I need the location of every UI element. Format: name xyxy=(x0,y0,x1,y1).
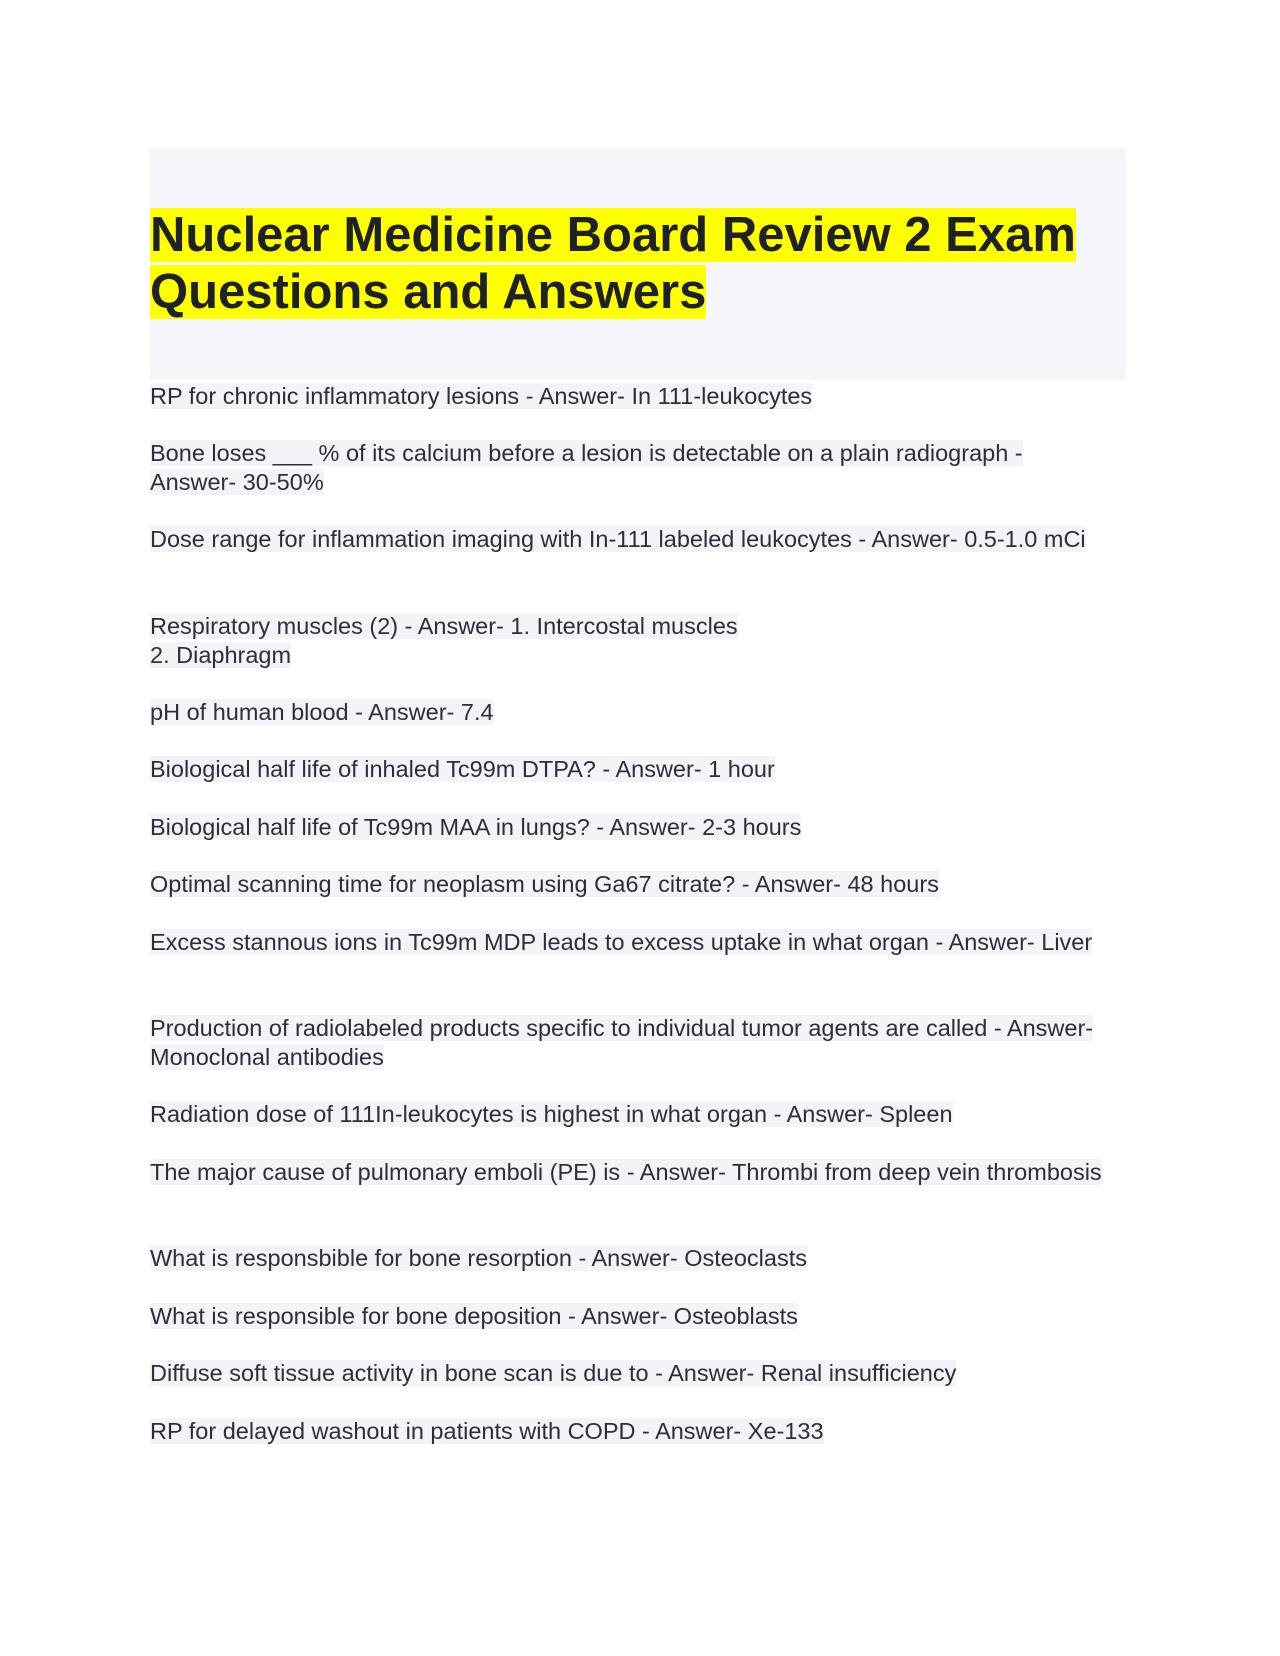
qa-item xyxy=(150,755,1110,784)
qa-item-text: What is responsbible for bone resorption - Answer- Osteoclasts xyxy=(150,1245,807,1271)
qa-item xyxy=(150,1014,1110,1072)
qa-item xyxy=(150,1302,1110,1331)
qa-item xyxy=(150,1100,1110,1129)
qa-item xyxy=(150,1158,1110,1187)
qa-item xyxy=(150,698,1110,727)
document-title-text: Nuclear Medicine Board Review 2 Exam Questions and Answers xyxy=(150,208,1076,319)
qa-item xyxy=(150,612,1110,670)
qa-item-text: Biological half life of inhaled Tc99m DTPA? - Answer- 1 hour xyxy=(150,756,775,782)
qa-item xyxy=(150,1417,1110,1446)
qa-item xyxy=(150,870,1110,899)
qa-item-text: RP for delayed washout in patients with COPD - Answer- Xe-133 xyxy=(150,1418,824,1444)
document-page xyxy=(150,148,1126,1446)
qa-item-text: Optimal scanning time for neoplasm using Ga67 citrate? - Answer- 48 hours xyxy=(150,871,939,897)
qa-item xyxy=(150,382,1110,411)
qa-item xyxy=(150,525,1110,554)
qa-item-text: What is responsible for bone deposition - Answer- Osteoblasts xyxy=(150,1303,798,1329)
qa-item-text: Excess stannous ions in Tc99m MDP leads to excess uptake in what organ - Answer- Liver xyxy=(150,929,1093,955)
qa-item xyxy=(150,439,1110,497)
qa-item xyxy=(150,1359,1110,1388)
qa-item xyxy=(150,928,1110,957)
title-block xyxy=(150,148,1126,380)
qa-item-text: Radiation dose of 111In-leukocytes is highest in what organ - Answer- Spleen xyxy=(150,1101,953,1127)
qa-item-text: Biological half life of Tc99m MAA in lungs? - Answer- 2-3 hours xyxy=(150,814,802,840)
qa-item xyxy=(150,1244,1110,1273)
qa-item-text: Dose range for inflammation imaging with In-111 labeled leukocytes - Answer- 0.5-1.0 mCi xyxy=(150,526,1086,552)
qa-list xyxy=(150,382,1126,1446)
qa-item-text: RP for chronic inflammatory lesions - Answer- In 111-leukocytes xyxy=(150,383,813,409)
qa-item-text: pH of human blood - Answer- 7.4 xyxy=(150,699,494,725)
qa-item-text: Production of radiolabeled products specific to individual tumor agents are called - Answer- Monoclonal antibodies xyxy=(150,1015,1094,1070)
qa-item-text: Respiratory muscles (2) - Answer- 1. Intercostal muscles 2. Diaphragm xyxy=(150,613,738,668)
qa-item-text: Bone loses ___ % of its calcium before a lesion is detectable on a plain radiograph - Answer- 30-50% xyxy=(150,440,1023,495)
document-title xyxy=(150,207,1126,321)
qa-item-text: Diffuse soft tissue activity in bone scan is due to - Answer- Renal insufficiency xyxy=(150,1360,957,1386)
qa-item-text: The major cause of pulmonary emboli (PE) is - Answer- Thrombi from deep vein thrombosis xyxy=(150,1159,1102,1185)
qa-item xyxy=(150,813,1110,842)
